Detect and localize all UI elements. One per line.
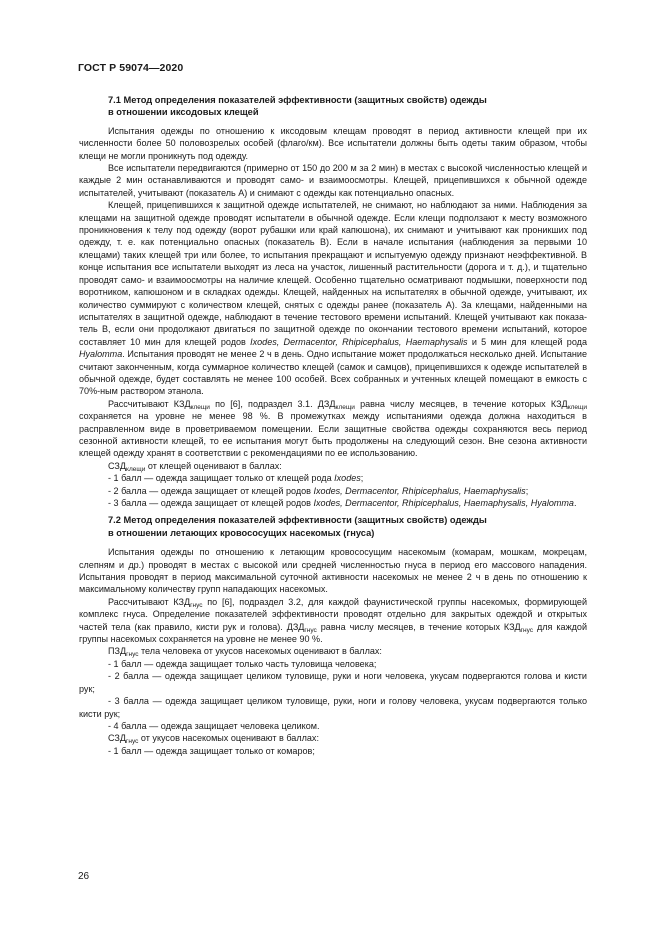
paragraph: Испытания одежды по отношению к летающим кровососущим насекомым (комарам, мошкам, мокрецам, слепням и др.) проводят в местах с высокой или средней численностью гнуса в период его массового нападения. Испытания проводят в период максимальной суточной активности насекомых не менее 2 ч в день по отношению к максимальному количеству групп нападающих насекомых. bbox=[79, 547, 587, 595]
genus-names: Ixodes, Dermacentor, Rhipicephalus, Haemaphysalis bbox=[250, 336, 468, 347]
section-7-2-title bbox=[108, 514, 587, 539]
section-7-2-title-line1: 7.2 Метод определения показателей эффективности (защитных свойств) одежды bbox=[108, 515, 487, 526]
section-7-1-title-line1: 7.1 Метод определения показателей эффективности (защитных свойств) одежды bbox=[108, 95, 487, 105]
standard-header: ГОСТ Р 59074—2020 bbox=[78, 62, 184, 74]
list-item: - 2 балла — одежда защищает целиком туловище, руки и ноги человека, укусам подвергаются голова и кисти рук; bbox=[79, 671, 587, 694]
list-item: - 4 балла — одежда защищает человека целиком. bbox=[108, 720, 320, 731]
page-content bbox=[79, 94, 587, 757]
paragraph: $СЗД_{гнус}$ от укусов насекомых оценивают в баллах: bbox=[108, 733, 319, 746]
paragraph: Клещей, прицепившихся к защитной одежде испытателей, не снимают, но наблюдают за ними. Наблюдения за клещами на защитной одежде проводят испытатели в обычной одежде. Если клещи подползают к месту возможного проникновения к телу под одежду (ворот рубашки или край капюшона), их снимают и учитывают как проникших под одежду, т. е. как потенциально опасных (показатель В). Если в начале испытания (наблюдения за первыми 10 клещами) таких клещей три или более, то испытания прекращают и испытуемую одежду признают неэффективной. В конце испытания все испытатели выходят из леса на участок, лишенный растительности (дорога и т. д.), и тщательно проводят само- и взаимоосмотры на наличие клещей. Особенно тщательно осматривают подмышки, поверхности под воротником, капюшоном и в складках одежды. Клещей, найденных на испытателях в обычной одежде, учитывают, их количество суммируют с количеством клещей, снятых с одежды ранее (показатель А). За клещами, найденными на испытателях в защитной одежде, наблюдают в течение тестового времени испытаний. Клещей учитывают как показатель В, если они продолжают двигаться по защитной одежде по окончании тестового времени испытаний, которое составляет 10 мин для клещей родов Ixodes, Dermacentor, Rhipicephalus, Haemaphysalis и 5 мин для клещей рода Hyalomma. Испытания проводят не менее 2 ч в день. Одно испытание может продолжаться несколько дней. Испытание считают законченным, когда суммарное количество клещей (самок и самцов), прицепившихся к одежде испытателей в обычной одежде, будет составлять не менее 100 особей. Всех собранных и учтенных клещей помещают в емкость с 70%-ным раствором этанола. bbox=[79, 200, 587, 397]
page-number: 26 bbox=[78, 871, 90, 882]
paragraph: $СЗД_{клещи}$ от клещей оценивают в баллах: bbox=[108, 460, 282, 473]
paragraph: Все испытатели передвигаются (примерно от 150 до 200 м за 2 мин) в местах с высокой численностью клещей и каждые 2 мин останавливаются и проводят само- и взаимоосмотры. Клещей, прицепившихся к обычной одежде испытателей, учитывают (показатель А) и снимают с одежды как потенциально опасных. bbox=[79, 163, 587, 198]
paragraph: Рассчитывают $КЗД_{клещи}$ по [6], подраздел 3.1. $ДЗД_{клещи}$ равна числу месяцев, в течение которых $КЗД_{клещи}$ сохраняется на уровне не менее 98 %. В промежутках между испытаниями одежда должна находиться в расправленном виде в проветриваемом помещении. Если защитные свойства одежды сохраняются весь период сезонной активности клещей, то ее испытания могут быть продолжены на следующий сезон. Вне сезона активности клещей одежду хранят в соответствии с рекомендациями по ее использованию. bbox=[79, 398, 587, 459]
paragraph: Испытания одежды по отношению к иксодовым клещам проводят в период активности клещей при их численности более 50 половозрелых особей (флаго/км). Все испытатели должны быть одеты таким образом, чтобы клещи не могли проникнуть под одежду. bbox=[79, 125, 587, 161]
paragraph: $ПЗД_{гнус}$ тела человека от укусов насекомых оценивают в баллах: bbox=[108, 646, 382, 659]
list-item: - 1 балл — одежда защищает только часть туловища человека; bbox=[108, 658, 377, 669]
paragraph: Рассчитывают $КЗД_{гнус}$ по [6], подраздел 3.2, для каждой фаунистической группы насекомых, формирующей комплекс гнуса. Определение показателей эффективности проводят отдельно для закрытых одеждой и открытых частей тела (как правило, кисти рук и голова). $ДЗД_{гнус}$ равна числу месяцев, в течение которых $КЗД_{гнус}$ для каждой группы насекомых сохраняется на уровне не менее 90 %. bbox=[79, 596, 587, 645]
section-7-1-title bbox=[108, 94, 587, 119]
section-7-2-title-line2: в отношении летающих кровососущих насекомых (гнуса) bbox=[108, 527, 375, 538]
list-item: - 1 балл — одежда защищает только от комаров; bbox=[108, 745, 315, 756]
section-7-1-title-line2: в отношении иксодовых клещей bbox=[108, 107, 259, 118]
list-item: - 3 балла — одежда защищает от клещей родов Ixodes, Dermacentor, Rhipicephalus, Haemaphysalis, Hyalomma. bbox=[108, 498, 577, 508]
list-item: - 2 балла — одежда защищает от клещей родов Ixodes, Dermacentor, Rhipicephalus, Haemaphysalis; bbox=[108, 485, 529, 496]
list-item: - 1 балл — одежда защищает только от клещей рода Ixodes; bbox=[108, 473, 364, 484]
genus-name: Hyalomma bbox=[79, 349, 123, 360]
list-item: - 3 балла — одежда защищает целиком туловище, руки, ноги и голову человека, укусам подвергаются только кисти рук; bbox=[79, 696, 587, 719]
